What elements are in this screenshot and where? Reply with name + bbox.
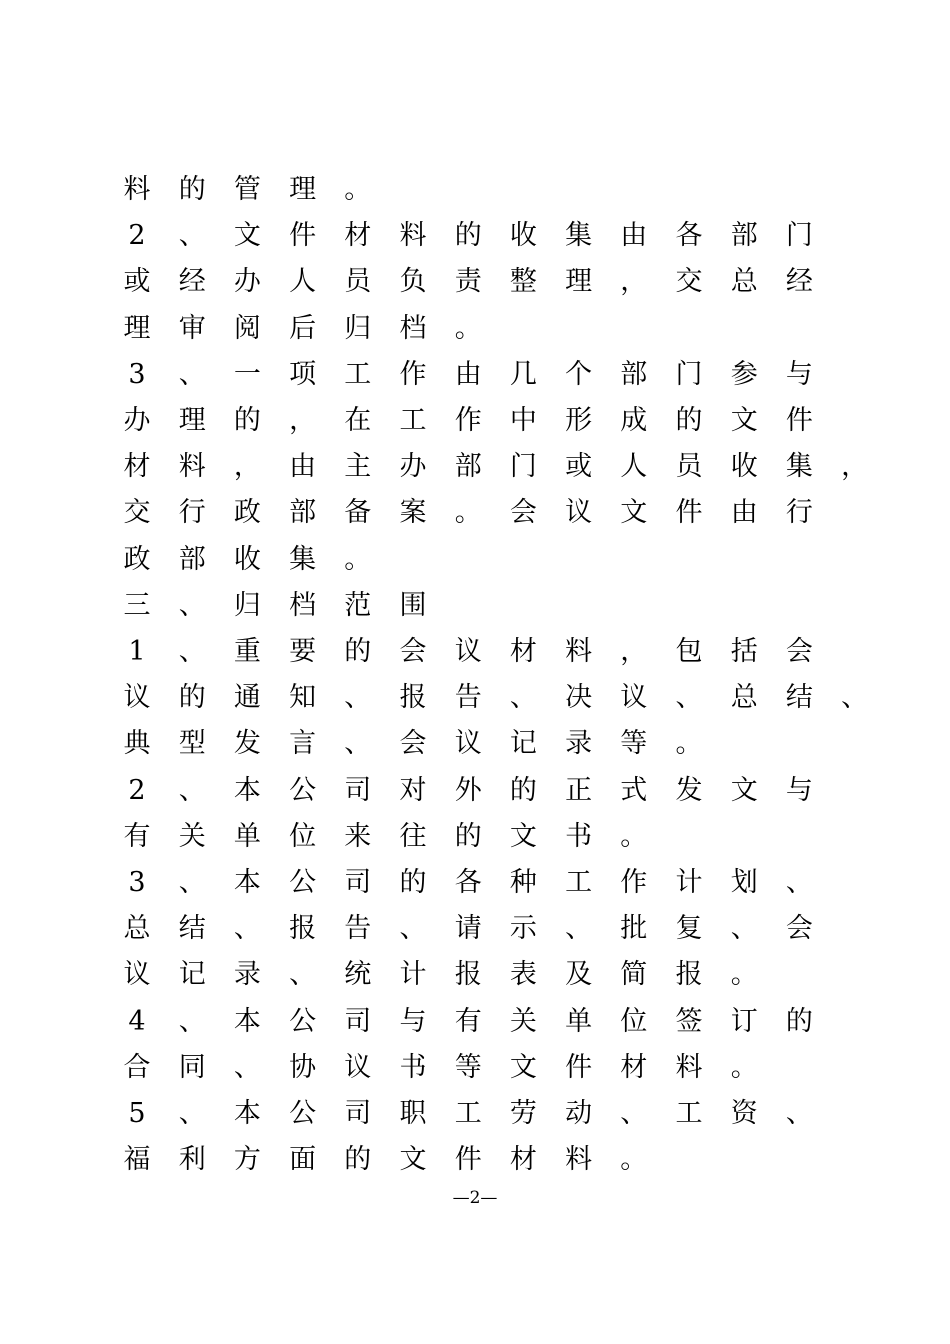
text-line: 或 经 办 人 员 负 责 整 理 ， 交 总 经 (123, 266, 813, 298)
text-line: 合 同 、 协 议 书 等 文 件 材 料 。 (123, 1051, 758, 1083)
text-line: 2 、 文 件 材 料 的 收 集 由 各 部 门 (128, 220, 813, 252)
page-number: —2— (452, 1188, 498, 1208)
text-line: 有 关 单 位 来 往 的 文 书 。 (123, 820, 648, 852)
text-line: 4 、 本 公 司 与 有 关 单 位 签 订 的 (128, 1005, 813, 1037)
text-line: 福 利 方 面 的 文 件 材 料 。 (123, 1144, 648, 1176)
text-line: 理 审 阅 后 归 档 。 (123, 312, 482, 344)
text-line: 料 的 管 理 。 (123, 174, 372, 205)
text-line: 议 的 通 知 、 报 告 、 决 议 、 总 结 、 (123, 682, 869, 714)
text-line: 总 结 、 报 告 、 请 示 、 批 复 、 会 (123, 913, 813, 945)
text-line: 2 、 本 公 司 对 外 的 正 式 发 文 与 (128, 774, 813, 806)
text-line: 交 行 政 部 备 案 。 会 议 文 件 由 行 (123, 497, 813, 529)
text-line: 政 部 收 集 。 (123, 543, 372, 575)
text-line: 议 记 录 、 统 计 报 表 及 简 报 。 (123, 959, 758, 991)
text-line: 1 、 重 要 的 会 议 材 料 ， 包 括 会 (128, 636, 813, 667)
text-line: 典 型 发 言 、 会 议 记 录 等 。 (123, 728, 703, 760)
text-line: 3 、 本 公 司 的 各 种 工 作 计 划 、 (128, 867, 813, 898)
text-line: 三 、 归 档 范 围 (123, 589, 427, 621)
text-line: 材 料 ， 由 主 办 部 门 或 人 员 收 集 ， (123, 451, 869, 483)
text-line: 办 理 的 ， 在 工 作 中 形 成 的 文 件 (123, 405, 813, 436)
text-line: 3 、 一 项 工 作 由 几 个 部 门 参 与 (128, 358, 813, 390)
text-line: 5 、 本 公 司 职 工 劳 动 、 工 资 、 (128, 1098, 813, 1129)
